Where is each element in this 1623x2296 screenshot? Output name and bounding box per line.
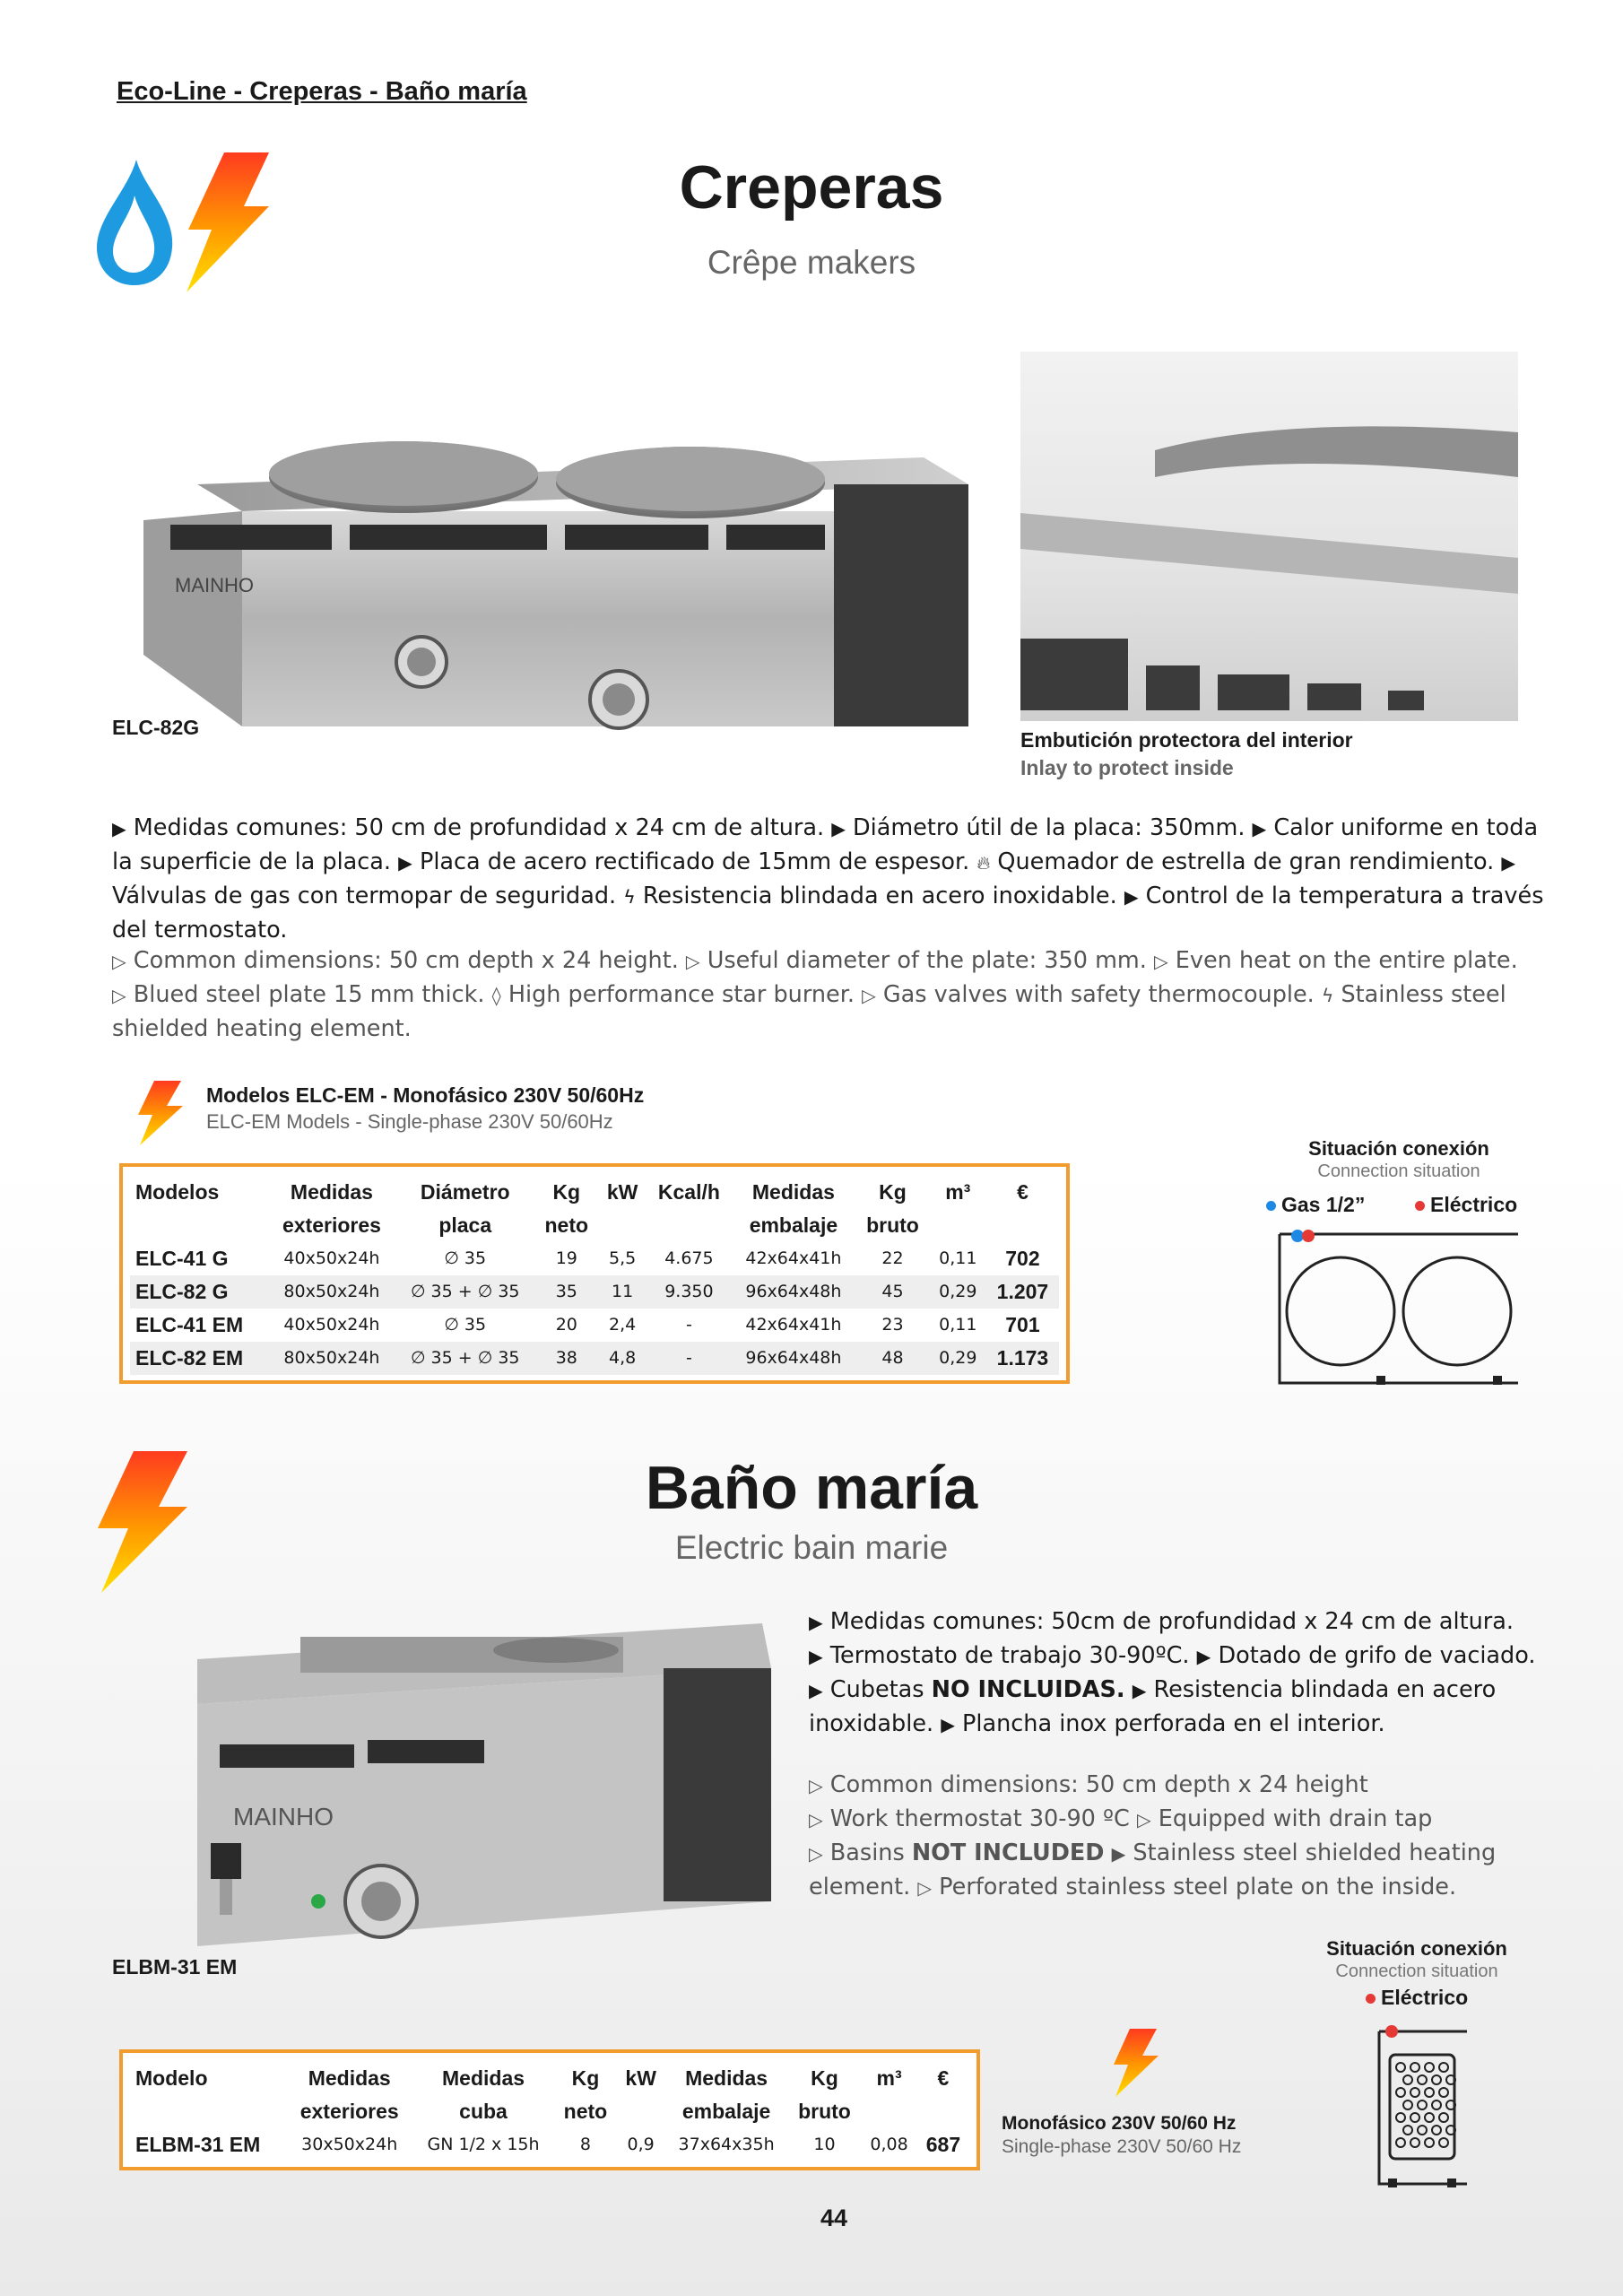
desc-en-item: Stainless steel shielded heating element. [809, 1839, 1497, 1900]
bullet-triangle-icon: ▶ [1132, 1680, 1147, 1701]
table-header: kW [606, 1180, 638, 1204]
bano-connection-subtitle: Connection situation [1335, 1961, 1498, 1981]
desc-es-item: Termostato de trabajo 30-90ºC. [829, 1642, 1190, 1669]
desc-es-item: Medidas comunes: 50 cm de profundidad x 24 cm de altura. [133, 814, 825, 841]
bullet-triangle-icon: ▶ [398, 852, 412, 874]
perforation-hole [1439, 2063, 1448, 2072]
table-header: Medidas exteriores [299, 2066, 399, 2123]
perforation-hole [1432, 2075, 1441, 2084]
perforation-hole [1410, 2113, 1419, 2122]
lightning-icon: ϟ [623, 886, 636, 908]
perforation-hole [1418, 2100, 1427, 2109]
bano-subtitle: Electric bain marie [674, 1529, 949, 1566]
bano-description-en [809, 1769, 1544, 1905]
perforation-hole [1403, 2100, 1412, 2109]
perforation-hole [1425, 2138, 1434, 2147]
bano-title: Baño maría [645, 1454, 978, 1522]
desc-es-item: Placa de acero rectificado de 15mm de espesor. [419, 848, 970, 875]
gas-connection-point [1291, 1230, 1304, 1242]
electric-connection-point [1302, 1230, 1315, 1242]
desc-es-item: Válvulas de gas con termopar de seguridad. [112, 883, 617, 909]
table-header: Kg neto [563, 2066, 608, 2123]
bano-description-es [809, 1605, 1544, 1742]
bano-connection-title: Situación conexión [1326, 1937, 1507, 1960]
desc-es-item: Medidas comunes: 50cm de profundidad x 24 cm de altura. [829, 1608, 1514, 1635]
table-row: ELC-82 EM 80x50x24h ∅ 35 + ∅ 35 38 4,8 - 96x64x48h 48 0,29 1.173 [130, 1342, 1059, 1375]
gas-electric-icons [90, 151, 278, 294]
bullet-triangle-icon: ▷ [112, 985, 126, 1006]
table-header: Diámetro placa [420, 1180, 510, 1237]
table-row: ELC-41 G 40x50x24h ∅ 35 19 5,5 4.675 42x64x41h 22 0,11 702 [135, 1247, 1040, 1270]
perforation-hole [1425, 2113, 1434, 2122]
bano-electric-connection-label: Eléctrico [1366, 1986, 1468, 2010]
desc-es-item: Quemador de estrella de gran rendimiento. [997, 848, 1495, 875]
desc-en-item: Common dimensions: 50 cm depth x 24 height. [133, 947, 679, 974]
creperas-description-en [112, 944, 1565, 1046]
desc-en-item: Even heat on the entire plate. [1175, 947, 1518, 974]
lightning-bolt-icon [94, 1451, 191, 1593]
creperas-subtitle: Crêpe makers [707, 244, 916, 281]
table-header: Modelos [135, 1180, 220, 1204]
perforation-hole [1396, 2138, 1405, 2147]
perforation-hole [1418, 2075, 1427, 2084]
bullet-triangle-icon: ▶ [809, 1646, 823, 1667]
desc-es-item: Control de la temperatura a través del termostato. [112, 883, 1544, 944]
table-header: Kg bruto [866, 1180, 919, 1237]
desc-en-item: Useful diameter of the plate: 350 mm. [707, 947, 1147, 974]
creperas-models-subheading: ELC-EM Models - Single-phase 230V 50/60Hz [206, 1110, 613, 1133]
perforation-hole [1410, 2063, 1419, 2072]
desc-en-item: Work thermostat 30-90 ºC [829, 1805, 1130, 1832]
bano-connection-diagram [1372, 2022, 1471, 2188]
table-header: € [1017, 1180, 1028, 1204]
perforation-hole [1439, 2138, 1448, 2147]
lightning-bolt-icon [1110, 2029, 1160, 2097]
table-header: Medidas exteriores [282, 1180, 381, 1237]
bullet-triangle-icon: ▷ [917, 1877, 933, 1899]
bullet-triangle-icon: ▷ [809, 1775, 823, 1796]
perforation-hole [1418, 2126, 1427, 2135]
desc-es-item: Resistencia blindada en acero inoxidable. [809, 1676, 1497, 1737]
perforation-hole [1396, 2063, 1405, 2072]
table-header: Kg bruto [798, 2066, 851, 2123]
svg-text:MAINHO: MAINHO [233, 1803, 334, 1831]
table-header: Kcal/h [657, 1180, 720, 1204]
bullet-triangle-icon: ▶ [1196, 1646, 1211, 1667]
crepe-maker-image [135, 422, 968, 744]
desc-en-item: Basins [829, 1839, 912, 1866]
bullet-triangle-icon: ▶ [112, 818, 126, 839]
bain-marie-image [179, 1614, 780, 1951]
bullet-triangle-icon: ▶ [1111, 1843, 1126, 1865]
electric-connection-label: Eléctrico [1415, 1193, 1517, 1217]
bullet-triangle-icon: ▷ [862, 985, 876, 1006]
table-header: m³ [945, 1180, 971, 1204]
table-header: kW [625, 2066, 656, 2090]
desc-es-item: Plancha inox perforada en el interior. [962, 1710, 1385, 1737]
desc-en-item: Blued steel plate 15 mm thick. [133, 981, 485, 1008]
flame-icon: ◊ [491, 985, 501, 1006]
bullet-triangle-icon: ▷ [1136, 1809, 1151, 1831]
bano-product-model: ELBM-31 EM [112, 1955, 238, 1979]
table-header: Medidas cuba [442, 2066, 525, 2123]
bullet-triangle-icon: ▶ [1252, 818, 1267, 839]
table-header: m³ [876, 2066, 902, 2090]
svg-text:MAINHO: MAINHO [175, 574, 254, 596]
gas-dot-icon [1266, 1201, 1276, 1211]
desc-es-item: Calor uniforme en toda la superficie de la placa. [112, 814, 1539, 875]
perforation-hole [1403, 2075, 1412, 2084]
perforation-hole [1410, 2138, 1419, 2147]
table-header: € [937, 2066, 950, 2090]
desc-en-item: Perforated stainless steel plate on the inside. [939, 1874, 1457, 1900]
bullet-triangle-icon: ▶ [1501, 852, 1516, 874]
bullet-triangle-icon: ▷ [685, 951, 700, 972]
page-number: 44 [820, 2205, 848, 2231]
bullet-triangle-icon: ▷ [809, 1843, 823, 1865]
bullet-triangle-icon: ▶ [1124, 886, 1139, 908]
bullet-triangle-icon: ▶ [941, 1714, 955, 1735]
electric-connection-point [1385, 2025, 1398, 2038]
desc-es-item: Dotado de grifo de vaciado. [1218, 1642, 1536, 1669]
bullet-triangle-icon: ▷ [809, 1809, 823, 1831]
electric-dot-icon [1415, 1201, 1425, 1211]
inlay-closeup-image [1020, 352, 1518, 721]
flame-icon: 🔥︎ [976, 852, 991, 874]
perforation-hole [1439, 2113, 1448, 2122]
breadcrumb: Eco-Line - Creperas - Baño maría [117, 77, 527, 106]
desc-en-item: Common dimensions: 50 cm depth x 24 height [829, 1771, 1368, 1798]
creperas-product-model: ELC-82G [112, 716, 200, 739]
table-row: ELBM-31 EM 30x50x24h GN 1/2 x 15h 8 0,9 37x64x35h 10 0,08 687 [135, 2133, 961, 2156]
bano-power-subtitle: Single-phase 230V 50/60 Hz [1002, 2136, 1242, 2157]
desc-en-item: Gas valves with safety thermocouple. [882, 981, 1315, 1008]
perforation-hole [1396, 2113, 1405, 2122]
perforation-hole [1425, 2088, 1434, 2097]
desc-en-item: Equipped with drain tap [1158, 1805, 1433, 1832]
creperas-title: Creperas [679, 153, 944, 222]
lightning-icon: ϟ [1321, 985, 1334, 1006]
creperas-models-heading: Modelos ELC-EM - Monofásico 230V 50/60Hz [206, 1083, 645, 1107]
desc-es-item: Cubetas [829, 1676, 932, 1703]
desc-es-item: Resistencia blindada en acero inoxidable. [642, 883, 1117, 909]
desc-en-emphasis: NOT INCLUDED [911, 1839, 1105, 1866]
creperas-connection-subtitle: Connection situation [1317, 1161, 1480, 1181]
bullet-triangle-icon: ▶ [809, 1612, 823, 1633]
bano-spec-table [119, 2049, 980, 2170]
creperas-connection-diagram [1278, 1229, 1520, 1386]
table-row: ELC-41 EM 40x50x24h ∅ 35 20 2,4 - 42x64x41h 23 0,11 701 [135, 1313, 1040, 1336]
perforation-hole [1410, 2088, 1419, 2097]
inlay-title: Embutición protectora del interior [1020, 728, 1353, 752]
water-drop-icon [97, 160, 172, 285]
table-header: Modelo [135, 2066, 208, 2090]
desc-en-item: Stainless steel shielded heating element. [112, 981, 1506, 1042]
electric-dot-icon [1366, 1994, 1376, 2004]
table-header: Medidas embalaje [681, 2066, 771, 2123]
bullet-triangle-icon: ▶ [809, 1680, 823, 1701]
creperas-spec-table [119, 1163, 1070, 1384]
desc-es-item: Diámetro útil de la placa: 350mm. [853, 814, 1245, 841]
inlay-subtitle: Inlay to protect inside [1020, 756, 1234, 779]
creperas-connection-title: Situación conexión [1308, 1137, 1489, 1160]
table-row: ELC-82 G 80x50x24h ∅ 35 + ∅ 35 35 11 9.350 96x64x48h 45 0,29 1.207 [130, 1275, 1059, 1309]
gas-connection-label: Gas 1/2” [1266, 1193, 1365, 1217]
bullet-triangle-icon: ▷ [1153, 951, 1168, 972]
perforation-hole [1403, 2126, 1412, 2135]
perforation-hole [1432, 2126, 1441, 2135]
perforation-hole [1396, 2088, 1405, 2097]
desc-en-item: High performance star burner. [508, 981, 855, 1008]
bullet-triangle-icon: ▷ [112, 951, 126, 972]
perforation-hole [1439, 2088, 1448, 2097]
perforation-hole [1432, 2100, 1441, 2109]
perforation-hole [1425, 2063, 1434, 2072]
bano-power-title: Monofásico 230V 50/60 Hz [1002, 2113, 1237, 2134]
bullet-triangle-icon: ▶ [831, 818, 846, 839]
lightning-bolt-icon [187, 152, 269, 292]
table-header: Medidas embalaje [749, 1180, 838, 1237]
desc-es-emphasis: NO INCLUIDAS. [931, 1676, 1125, 1703]
creperas-description-es [112, 812, 1565, 947]
table-header: Kg neto [544, 1180, 589, 1237]
lightning-bolt-icon [135, 1081, 185, 1145]
